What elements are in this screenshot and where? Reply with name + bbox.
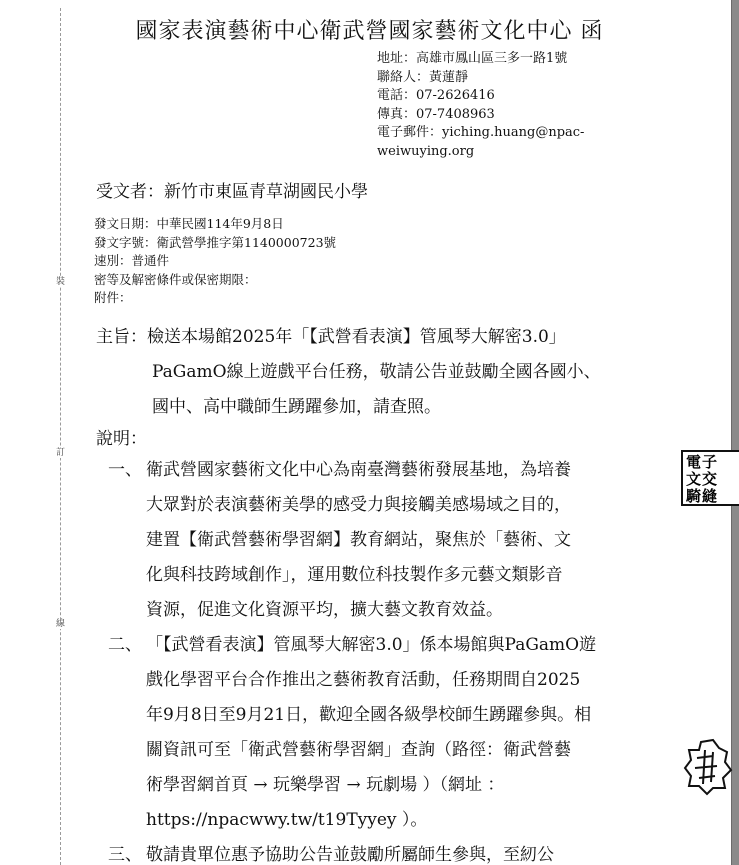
sender-phone: 電話：07-2626416 (377, 88, 495, 103)
item-line: 術學習網首頁 → 玩樂學習 → 玩劇場 ）（網址 ： (146, 775, 505, 795)
issue-date: 發文日期：中華民國114年9月8日 (94, 216, 284, 231)
subject (96, 320, 601, 425)
document-meta (94, 215, 336, 308)
item-line: 化與科技跨域創作」，運用數位科技製作多元藝文類影音 (146, 565, 563, 585)
sender-info (377, 50, 584, 161)
binding-line (60, 8, 61, 865)
subject-line-3: 國中、高中職師生踴躍參加，請查照。 (152, 397, 441, 417)
item-number: 三、 (108, 845, 142, 865)
explanation-item (108, 838, 596, 865)
item-line: https://npacwwy.tw/t19Tyyey ）。 (146, 810, 428, 830)
item-line: 關資訊可至「衛武營藝術學習網」查詢（路徑：衛武營藝 (146, 740, 571, 760)
explanation-item (108, 628, 596, 838)
document-title: 國家表演藝術中心衛武營國家藝術文化中心 函 (135, 19, 604, 44)
item-line: 敬請貴單位惠予協助公告並鼓勵所屬師生參與，至紉公 (146, 845, 554, 865)
document-number: 發文字號：衛武營學推字第1140000723號 (94, 234, 337, 250)
explanation-items (108, 453, 596, 865)
stamp-line-2: 文交 (686, 470, 719, 488)
delivery-speed: 速別：普通件 (94, 253, 170, 268)
subject-line-1: 主旨：檢送本場館2025年「【武營看表演】管風琴大解密3.0」 (96, 327, 566, 347)
sender-fax: 傳真：07-7408963 (377, 106, 495, 122)
sender-contact: 聯絡人：黃蓮靜 (377, 69, 469, 85)
attachment: 附件： (94, 290, 132, 305)
item-line: 大眾對於表演藝術美學的感受力與接觸美感場域之目的， (146, 495, 571, 515)
item-line: 建置【衛武營藝術學習網】教育網站，聚焦於「藝術、文 (146, 530, 571, 550)
binding-mark-ding: 訂 (56, 448, 66, 458)
binding-mark-zhuang: 裝 (56, 277, 66, 287)
explanation-label: 說明： (96, 429, 147, 449)
item-line: 資源，促進文化資源平均，擴大藝文教育效益。 (146, 600, 503, 620)
sender-address: 地址：高雄市鳳山區三多一路1號 (377, 51, 568, 66)
item-line: 年9月8日至9月21日，歡迎全國各級學校師生踴躍參與。相 (146, 705, 592, 725)
item-line: 「【武營看表演】管風琴大解密3.0」係本場館與PaGamO遊 (146, 635, 597, 655)
subject-line-2: PaGamO線上遊戲平台任務，敬請公告並鼓勵全國各國小、 (152, 362, 601, 382)
stamp-line-3: 騎縫 (686, 487, 719, 505)
item-line: 戲化學習平台合作推出之藝術教育活動，任務期間自2025 (146, 670, 581, 690)
stamp-line-1: 電子 (686, 453, 719, 471)
item-line: 衛武營國家藝術文化中心為南臺灣藝術發展基地，為培養 (146, 460, 571, 480)
item-number: 二、 (108, 635, 142, 655)
item-number: 一、 (108, 460, 142, 480)
seal-stamp-icon (683, 738, 733, 796)
sender-email-line2: weiwuying.org (377, 143, 475, 159)
sender-email-line1: 電子郵件：yiching.huang@npac- (377, 125, 585, 140)
explanation-item (108, 453, 596, 628)
recipient: 受文者：新竹市東區青草湖國民小學 (96, 182, 368, 202)
electronic-seam-stamp (681, 450, 739, 506)
classification: 密等及解密條件或保密期限： (94, 271, 257, 287)
binding-mark-xian: 線 (56, 619, 66, 629)
